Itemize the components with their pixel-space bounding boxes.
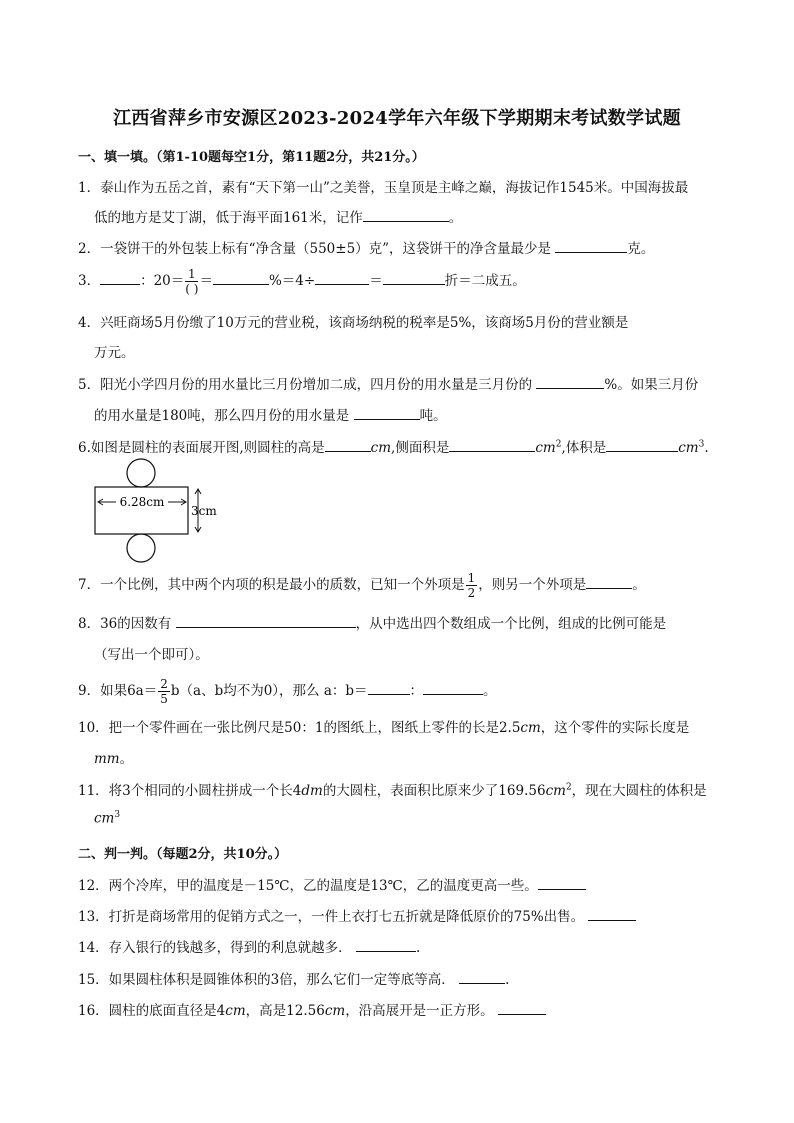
section-1-heading: 一、填一填。（第1-10题每空1分，第11题2分，共21分。） (78, 150, 425, 165)
question-4-line-1: 4．兴旺商场5月份缴了10万元的营业税，该商场纳税的税率是5%，该商场5月份的营业额是 (78, 315, 629, 331)
section-2-heading: 二、判一判。（每题2分，共10分。） (78, 847, 288, 862)
question-14-end: . (415, 940, 421, 956)
answer-blank[interactable] (449, 438, 535, 452)
top-circle (127, 459, 155, 487)
question-3-equals-2: ＝ (369, 273, 383, 289)
answer-blank[interactable] (498, 1001, 546, 1015)
question-16-text-3: ，沿高展开是一正方形。 (345, 1003, 494, 1019)
question-2-text: 2．一袋饼干的外包装上标有“净含量（550±5）克”，这袋饼干的净含量最少是 (78, 241, 552, 257)
unit-cm: cm (545, 783, 566, 799)
question-9-fraction (158, 678, 170, 705)
cylinder-net-figure (86, 458, 226, 566)
question-16 (78, 999, 546, 1019)
question-5-line-2 (94, 404, 447, 424)
question-15-end: . (505, 972, 510, 988)
superscript: 3 (114, 810, 121, 820)
question-12-text: 12．两个冷库，甲的温度是－15℃，乙的温度是13℃，乙的温度更高一些。 (78, 878, 538, 894)
question-7-text-2: ，则另一个外项是 (478, 577, 587, 593)
answer-blank[interactable] (459, 970, 505, 984)
question-13 (78, 905, 636, 925)
question-13-text: 13．打折是商场常用的促销方式之一，一件上衣打七五折就是降低原价的75%出售。 (78, 909, 585, 925)
answer-blank[interactable] (356, 938, 416, 952)
answer-blank[interactable] (354, 406, 420, 420)
unit-cm: cm (535, 440, 556, 456)
question-1-line-1: 1．泰山作为五岳之首，素有“天下第一山”之美誉，玉皇顶是主峰之巅，海拔记作1545米。中国海拔最 (78, 180, 689, 196)
question-7-fraction (466, 572, 478, 599)
question-3-fraction (185, 268, 198, 295)
answer-blank[interactable] (423, 681, 483, 695)
superscript: 2 (565, 782, 572, 793)
fraction-numerator: 1 (185, 268, 198, 282)
answer-blank[interactable] (555, 239, 627, 253)
question-5-text-2: %。如果三月份 (604, 377, 699, 393)
fraction-denominator: ( ) (185, 282, 199, 296)
question-14 (78, 936, 420, 956)
bottom-circle (127, 534, 155, 562)
question-10-line-1 (78, 716, 689, 736)
question-6-end: . (704, 440, 709, 456)
question-3-percent: %＝4÷ (268, 273, 316, 289)
fraction-numerator: 1 (467, 571, 476, 585)
question-1-line-2 (94, 206, 462, 226)
question-9 (78, 678, 497, 705)
question-10-end: 。 (119, 751, 134, 767)
question-6-text-2: ,侧面积是 (391, 440, 450, 456)
question-9-text: 9．如果 (78, 683, 128, 699)
question-7 (78, 572, 646, 599)
question-5-end: 吨。 (419, 408, 447, 424)
question-7-end: 。 (632, 577, 646, 593)
question-5-text: 5．阳光小学四月份的用水量比三月份增加二成，四月份的用水量是三月份的 (78, 377, 533, 393)
fraction-numerator: 2 (160, 677, 168, 691)
question-14-text: 14．存入银行的钱越多，得到的利息就越多． (78, 940, 352, 956)
question-12 (78, 874, 586, 894)
question-15 (78, 968, 509, 988)
question-8-line-2: （写出一个即可）。 (94, 647, 209, 663)
unit-cm: cm (520, 720, 541, 736)
question-4-line-2: 万元。 (94, 345, 135, 361)
answer-blank[interactable] (606, 438, 678, 452)
question-9-equation-lhs: 6a＝ (127, 683, 158, 699)
question-11-text-2: 的大圆柱，表面积比原来少了169.56 (322, 783, 546, 799)
superscript: 2 (555, 439, 562, 450)
question-8-text: 8．36的因数有 (78, 616, 172, 632)
unit-mm: mm (94, 751, 120, 767)
question-10-text-2: ，这个零件的实际长度是 (540, 720, 690, 736)
answer-blank[interactable] (315, 271, 369, 285)
question-3-equals: ＝ (199, 273, 213, 289)
unit-cm: cm (324, 1003, 346, 1019)
question-3-number: 3． (78, 273, 101, 289)
question-3-end: 折＝二成五。 (444, 273, 526, 289)
answer-blank[interactable] (383, 271, 445, 285)
unit-cm: cm (370, 440, 392, 456)
question-16-text-2: ，高是12.56 (245, 1003, 325, 1019)
question-6 (78, 436, 709, 456)
question-1-text: 低的地方是艾丁湖，低于海平面161米，记作 (94, 210, 363, 226)
question-10-line-2 (94, 747, 133, 767)
unit-dm: dm (301, 783, 323, 799)
answer-blank[interactable] (588, 907, 636, 921)
width-label: 6.28cm (119, 495, 165, 509)
question-3-ratio: ：20＝ (140, 273, 185, 289)
answer-blank[interactable] (176, 614, 356, 628)
question-9-end: 。 (483, 683, 497, 699)
unit-cm: cm (225, 1003, 246, 1019)
superscript: 3 (698, 439, 705, 450)
answer-blank[interactable] (325, 438, 371, 452)
answer-blank[interactable] (586, 575, 632, 589)
question-9-equation-rhs: b (170, 683, 180, 699)
question-5-text-3: 的用水量是180吨，那么四月份的用水量是 (94, 408, 350, 424)
question-15-text: 15．如果圆柱体积是圆锥体积的3倍，那么它们一定等底等高． (78, 972, 455, 988)
question-11-line-2 (94, 810, 120, 827)
question-9-text-2: （a、b均不为0），那么 a：b＝ (179, 683, 368, 699)
question-8-text-2: ，从中选出四个数组成一个比例，组成的比例可能是 (355, 616, 667, 632)
height-label: 3cm (191, 504, 217, 518)
question-7-text: 7．一个比例，其中两个内项的积是最小的质数，已知一个外项是 (78, 577, 465, 593)
question-16-text: 16．圆柱的底面直径是4 (78, 1003, 226, 1019)
answer-blank[interactable] (538, 876, 586, 890)
unit-cm: cm (678, 440, 699, 456)
answer-blank[interactable] (100, 271, 140, 285)
answer-blank[interactable] (536, 375, 604, 389)
answer-blank[interactable] (213, 271, 269, 285)
question-2 (78, 237, 654, 257)
question-8-line-1 (78, 612, 666, 632)
question-6-text-3: ,体积是 (561, 440, 607, 456)
question-9-colon: ： (409, 683, 424, 699)
fraction-denominator: 5 (160, 692, 168, 706)
unit-cm: cm (94, 810, 115, 827)
question-3 (78, 268, 526, 295)
question-2-end: 克。 (627, 241, 655, 257)
question-11-text-3: ，现在大圆柱的体积是 (571, 783, 707, 799)
question-11-text: 11．将3个相同的小圆柱拼成一个长4 (78, 783, 302, 799)
answer-blank[interactable] (368, 681, 410, 695)
question-1-end: 。 (448, 210, 463, 226)
question-5-line-1 (78, 373, 698, 393)
answer-blank[interactable] (363, 208, 449, 222)
question-6-text: 6.如图是圆柱的表面展开图,则圆柱的高是 (78, 440, 325, 456)
question-11-line-1 (78, 779, 707, 799)
page-title: 江西省萍乡市安源区2023-2024学年六年级下学期期末考试数学试题 (113, 108, 681, 129)
fraction-denominator: 2 (467, 586, 476, 600)
question-10-text: 10．把一个零件画在一张比例尺是50：1的图纸上，图纸上零件的长是2.5 (78, 720, 521, 736)
